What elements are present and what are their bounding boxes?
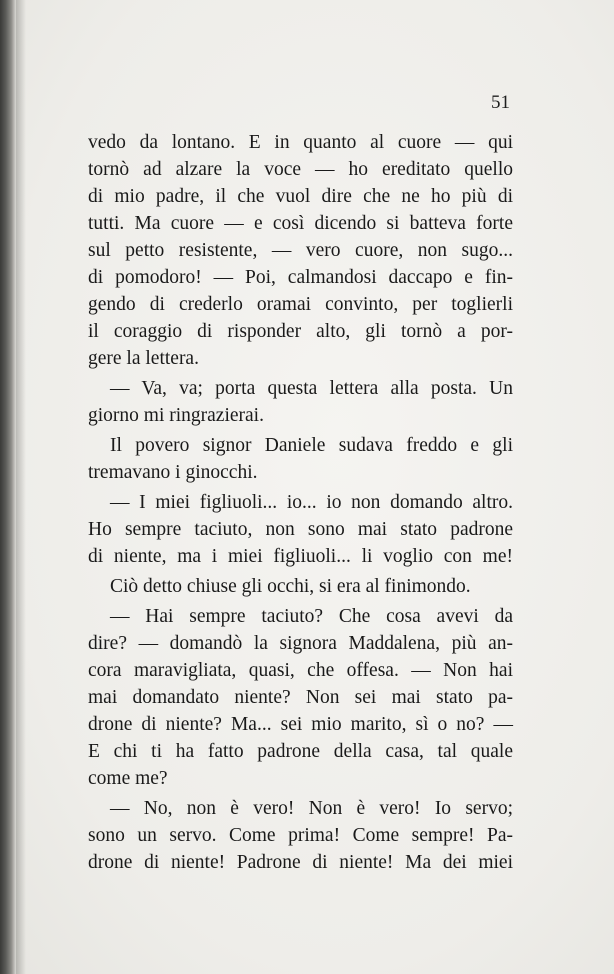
text-line: drone di niente! Padrone di niente! Ma dei miei bbox=[88, 852, 513, 873]
text-line: — Hai sempre taciuto? Che cosa avevi da bbox=[110, 606, 513, 627]
text-line: gere la lettera. bbox=[88, 348, 199, 369]
text-line: cora maravigliata, quasi, che offesa. — Non hai bbox=[88, 660, 513, 681]
text-line: E chi ti ha fatto padrone della casa, tal quale bbox=[88, 741, 513, 762]
text-line: drone di niente? Ma... sei mio marito, sì o no? — bbox=[88, 714, 513, 735]
text-line: Il povero signor Daniele sudava freddo e gli bbox=[110, 435, 513, 456]
text-line: — I miei figliuoli... io... io non domando altro. bbox=[110, 492, 513, 513]
text-line: tremavano i ginocchi. bbox=[88, 462, 258, 483]
text-line: il coraggio di risponder alto, gli tornò a por- bbox=[88, 321, 513, 342]
text-line: vedo da lontano. E in quanto al cuore — qui bbox=[88, 132, 513, 153]
text-line: Ho sempre taciuto, non sono mai stato padrone bbox=[88, 519, 513, 540]
text-line: sono un servo. Come prima! Come sempre! Pa- bbox=[88, 825, 513, 846]
page-number: 51 bbox=[491, 92, 510, 113]
text-line: tornò ad alzare la voce — ho ereditato quello bbox=[88, 159, 513, 180]
body-text bbox=[88, 129, 513, 876]
text-line: gendo di crederlo oramai convinto, per toglierli bbox=[88, 294, 513, 315]
text-line: sul petto resistente, — vero cuore, non sugo... bbox=[88, 240, 513, 261]
text-line: Ciò detto chiuse gli occhi, si era al finimondo. bbox=[110, 576, 471, 597]
text-line: dire? — domandò la signora Maddalena, più an- bbox=[88, 633, 513, 654]
text-line: giorno mi ringrazierai. bbox=[88, 405, 264, 426]
text-line: come me? bbox=[88, 768, 168, 789]
text-line: di mio padre, il che vuol dire che ne ho più di bbox=[88, 186, 513, 207]
text-line: — No, non è vero! Non è vero! Io servo; bbox=[110, 798, 513, 819]
text-line: tutti. Ma cuore — e così dicendo si batteva forte bbox=[88, 213, 513, 234]
text-line: di pomodoro! — Poi, calmandosi daccapo e fin- bbox=[88, 267, 513, 288]
text-line: di niente, ma i miei figliuoli... li voglio con me! bbox=[88, 546, 513, 567]
book-binding-shadow bbox=[0, 0, 16, 974]
text-line: — Va, va; porta questa lettera alla posta. Un bbox=[110, 378, 513, 399]
text-line: mai domandato niente? Non sei mai stato pa- bbox=[88, 687, 513, 708]
